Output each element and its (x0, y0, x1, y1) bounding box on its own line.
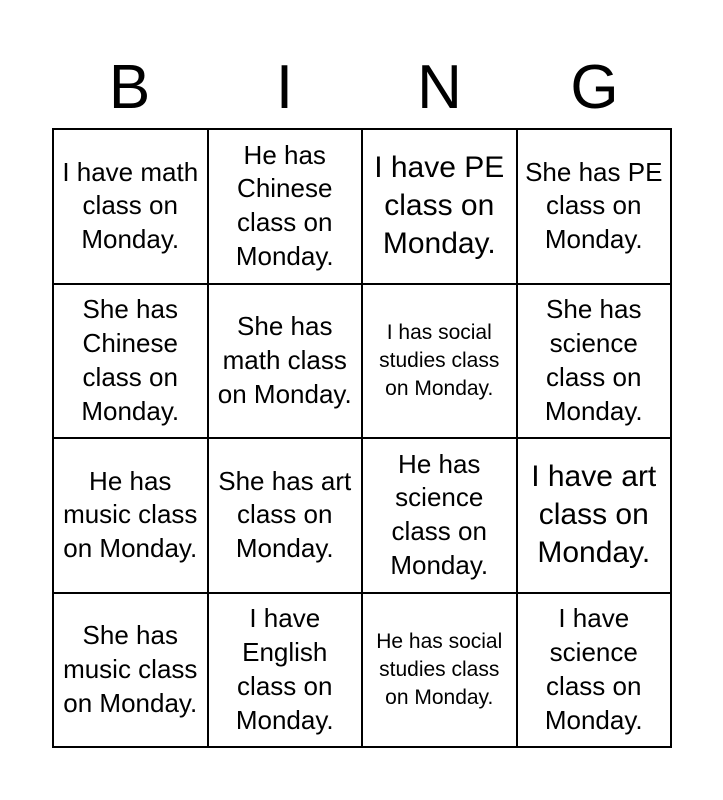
bingo-cell[interactable]: I have art class on Monday. (517, 438, 672, 593)
bingo-cell[interactable]: She has Chinese class on Monday. (53, 284, 208, 439)
bingo-cell[interactable]: I have math class on Monday. (53, 129, 208, 284)
bingo-cell[interactable]: He has social studies class on Monday. (362, 593, 517, 748)
bingo-cell[interactable]: She has music class on Monday. (53, 593, 208, 748)
bingo-cell[interactable]: I have science class on Monday. (517, 593, 672, 748)
bingo-cell[interactable]: She has PE class on Monday. (517, 129, 672, 284)
bingo-cell[interactable]: She has science class on Monday. (517, 284, 672, 439)
header-letter-n: N (417, 53, 462, 122)
bingo-cell[interactable]: I have English class on Monday. (208, 593, 363, 748)
bingo-cell[interactable]: She has art class on Monday. (208, 438, 363, 593)
bingo-grid (52, 128, 672, 748)
bingo-cell[interactable]: I has social studies class on Monday. (362, 284, 517, 439)
header-letter-i: I (275, 53, 294, 122)
bingo-cell[interactable]: He has Chinese class on Monday. (208, 129, 363, 284)
header-letter-g: G (570, 53, 619, 122)
bingo-cell[interactable]: She has math class on Monday. (208, 284, 363, 439)
bingo-cell[interactable]: He has music class on Monday. (53, 438, 208, 593)
bingo-header (52, 52, 672, 124)
bingo-cell[interactable]: I have PE class on Monday. (362, 129, 517, 284)
bingo-cell[interactable]: He has science class on Monday. (362, 438, 517, 593)
header-letter-b: B (108, 53, 151, 122)
